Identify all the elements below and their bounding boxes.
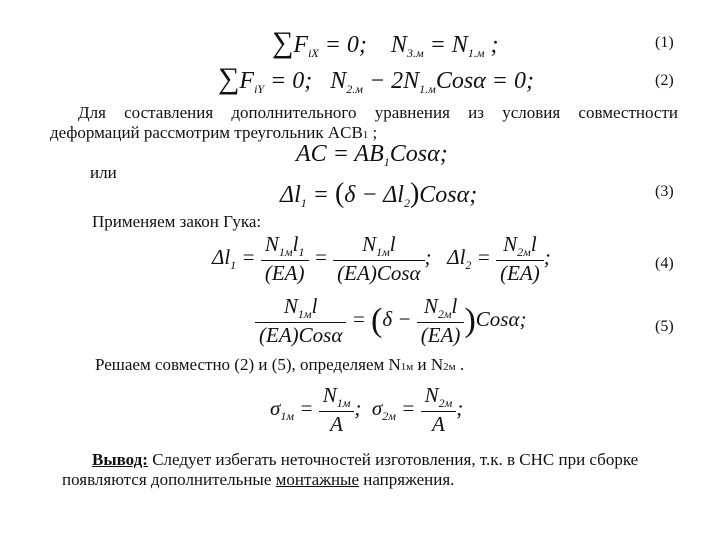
conclusion-line-1: Вывод: Следует избегать неточностей изготовления, т.к. в СНС при сборке	[92, 450, 639, 469]
equation-1: $\sum F_{iX} = 0$; $N_{3.м} = N_{1.м}$ ;	[272, 26, 499, 60]
hooke-label: Применяем закон Гука:	[92, 212, 262, 231]
equation-4: $\Delta l_1$ = $\frac{N_{1м}l_1}{(EA)}$ = $\frac{N_{1м}l}{\text{(EA)Cosα}}$ ; $\Delta l_2$ = $\frac{N_{2м}l}{(EA)}$ ;	[212, 232, 551, 285]
triangle-equation: AC = $AB_1Cos\alpha$;	[296, 141, 448, 169]
equation-3: $\Delta l_1 = (\delta - \Delta l_2)Cos\alpha$;	[280, 178, 478, 210]
equation-number-4: (4)	[655, 255, 674, 272]
equation-5: $\frac{N_{1м}l}{\text{(EA)Cosα}}$ = (δ − $\frac{N_{2м}l}{(EA)}$ )Cosα;	[255, 294, 526, 348]
solve-line: Решаем совместно (2) и (5), определяем N1м и N2м .	[95, 355, 465, 374]
equation-number-3: (3)	[655, 183, 674, 200]
equation-number-2: (2)	[655, 72, 674, 89]
equation-number-5: (5)	[655, 318, 674, 335]
conclusion-label: Вывод:	[92, 450, 148, 469]
paragraph-line-1: Для составления дополнительного уравнения из условия совместности	[78, 103, 678, 122]
ili-label: или	[90, 163, 117, 182]
equation-number-1: (1)	[655, 34, 674, 51]
paragraph-line-2: деформаций рассмотрим треугольник ACB1 ;	[50, 123, 378, 142]
conclusion-line-2: появляются дополнительные монтажные напряжения.	[62, 470, 455, 489]
equation-2: $\sum F_{iY} = 0$; $N_{2.м} - 2N_{1.м}Cos\alpha = 0$;	[218, 62, 534, 96]
stress-equations: $\sigma_{1м}$ = $\frac{N_{1м}}{A}$ ; $\sigma_{2м}$ = $\frac{N_{2м}}{A}$ ;	[270, 383, 464, 436]
